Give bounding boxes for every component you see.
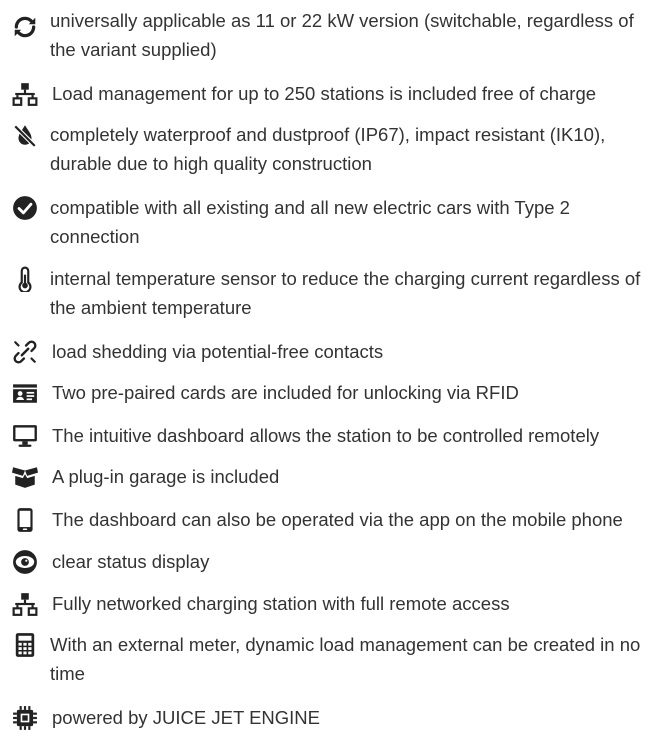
eye-icon [11, 548, 39, 576]
network-icon [11, 590, 39, 618]
feature-text: Fully networked charging station with full remote access [52, 593, 510, 614]
feature-text: universally applicable as 11 or 22 kW version (switchable, regardless of the variant supplied) [50, 10, 634, 60]
feature-text: The intuitive dashboard allows the station to be controlled remotely [52, 425, 600, 446]
feature-text: Two pre-paired cards are included for unlocking via RFID [52, 382, 519, 403]
feature-text: compatible with all existing and all new electric cars with Type 2 connection [50, 197, 570, 247]
calculator-icon [11, 631, 39, 659]
sync-icon [11, 13, 39, 41]
feature-text: powered by JUICE JET ENGINE [52, 707, 320, 728]
feature-text: internal temperature sensor to reduce the charging current regardless of the ambient temperature [50, 268, 641, 318]
box-open-icon [11, 463, 39, 491]
unlink-icon [11, 338, 39, 366]
feature-text: load shedding via potential-free contacts [52, 341, 384, 362]
network-icon [11, 80, 39, 108]
check-circle-icon [11, 194, 39, 222]
feature-text: The dashboard can also be operated via the app on the mobile phone [52, 509, 623, 530]
tint-slash-icon [11, 121, 39, 149]
feature-text: With an external meter, dynamic load management can be created in no time [50, 634, 641, 684]
mobile-icon [11, 506, 39, 534]
feature-text: completely waterproof and dustproof (IP67), impact resistant (IK10), durable due to high quality construction [50, 124, 606, 174]
microchip-icon [11, 704, 39, 732]
thermometer-icon [11, 265, 39, 293]
desktop-icon [11, 422, 39, 450]
feature-text: Load management for up to 250 stations is included free of charge [52, 83, 597, 104]
feature-text: A plug-in garage is included [52, 466, 280, 487]
feature-text: clear status display [52, 551, 210, 572]
id-card-icon [11, 379, 39, 407]
